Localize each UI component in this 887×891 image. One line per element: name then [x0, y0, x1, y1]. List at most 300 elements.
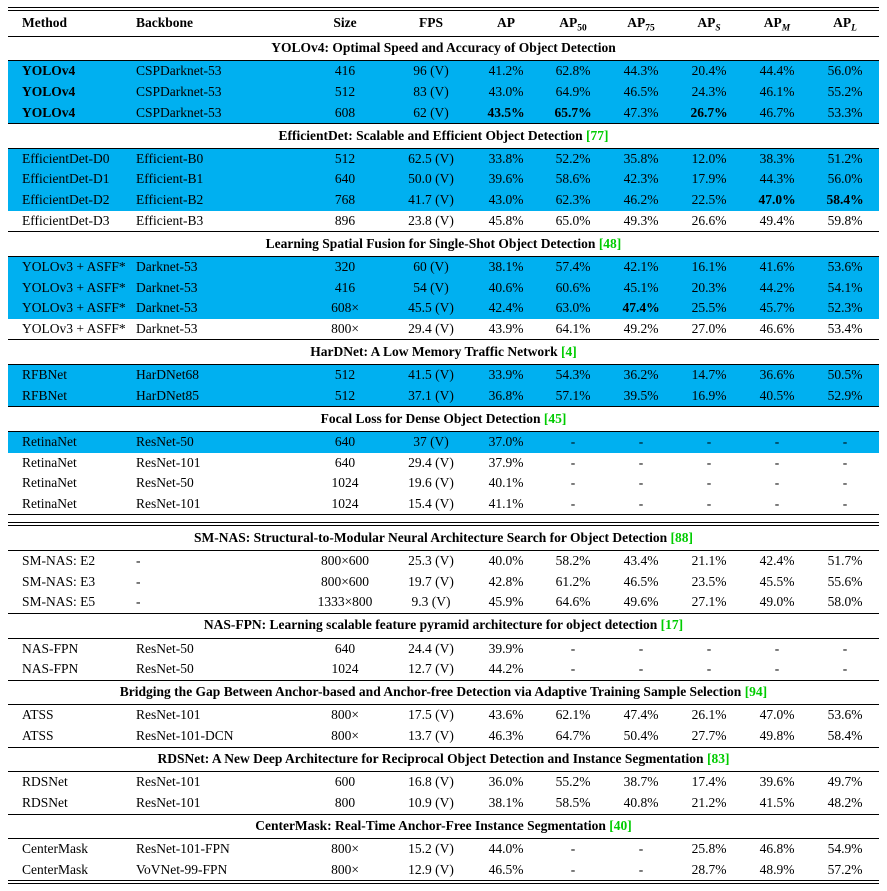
section-title: Learning Spatial Fusion for Single-Shot Object Detection [265, 235, 596, 251]
section-title-row [8, 124, 879, 149]
table-cell: 54.9% [827, 841, 863, 857]
table-cell: 10.9 (V) [408, 794, 454, 810]
table-cell: - [570, 640, 576, 656]
table-cell: 24.4 (V) [408, 640, 454, 656]
table-cell: 640 [334, 171, 356, 187]
table-cell: - [774, 433, 780, 449]
table-cell: - [638, 861, 644, 877]
table-cell: RetinaNet [22, 454, 77, 470]
table-cell: 45.9% [488, 594, 524, 610]
table-cell: 15.2 (V) [408, 841, 454, 857]
table-cell: HarDNet85 [136, 387, 199, 403]
table-cell: - [570, 841, 576, 857]
table-cell: - [570, 861, 576, 877]
table-cell: 64.9% [555, 83, 591, 99]
table-cell: 49.2% [623, 320, 659, 336]
table-cell: 20.4% [691, 63, 727, 79]
table-cell: CSPDarknet-53 [136, 104, 222, 120]
table-cell: Darknet-53 [136, 300, 198, 316]
table-row [8, 256, 879, 277]
table-cell: 29.4 (V) [408, 320, 454, 336]
table-cell: - [842, 475, 848, 491]
table-cell: 49.0% [759, 594, 795, 610]
table-cell: 42.1% [623, 258, 659, 274]
table-cell: 83 (V) [413, 83, 449, 99]
table-cell: - [706, 661, 712, 677]
column-header-ap50: $AP_{50}$ [539, 9, 607, 36]
table-cell: - [570, 495, 576, 511]
table-cell: 1024 [331, 475, 359, 491]
table-cell: Darknet-53 [136, 258, 198, 274]
table-cell: 57.4% [555, 258, 591, 274]
results-table [8, 7, 879, 884]
table-cell: 42.8% [488, 573, 524, 589]
table-row [8, 169, 879, 190]
table-cell: 12.0% [691, 150, 727, 166]
section-title-row [8, 747, 879, 772]
table-cell: 27.7% [691, 728, 727, 743]
table-row [8, 473, 879, 494]
table-cell: 512 [334, 83, 356, 99]
table-cell: 36.6% [759, 367, 795, 382]
table-cell: 48.9% [759, 861, 795, 877]
table-cell: 41.2% [488, 63, 524, 79]
citation-link[interactable]: [17] [660, 617, 684, 633]
table-row [8, 148, 879, 169]
table-cell: 21.2% [691, 794, 727, 810]
section-title: YOLOv4: Optimal Speed and Accuracy of Object Detection [271, 40, 616, 56]
table-cell: 64.6% [555, 594, 591, 610]
table-cell: 43.4% [623, 553, 659, 568]
table-cell: 640 [334, 640, 356, 656]
table-cell: - [570, 661, 576, 677]
table-cell: Efficient-B3 [136, 212, 204, 228]
table-cell: ATSS [22, 728, 54, 743]
section-title: HarDNet: A Low Memory Traffic Network [310, 343, 558, 359]
column-header-aps: $AP_S$ [675, 9, 743, 36]
citation-link[interactable]: [40] [609, 818, 632, 833]
table-cell: 41.5% [759, 794, 795, 810]
table-cell: 46.2% [623, 192, 659, 207]
column-header-fps: FPS [389, 9, 473, 36]
table-cell: 64.1% [555, 320, 591, 336]
table-cell: 1024 [331, 495, 359, 511]
table-cell: 45.5% [759, 573, 795, 589]
table-cell: 35.8% [623, 150, 659, 166]
table-cell: SM-NAS: E2 [22, 553, 96, 568]
table-cell: RDSNet [22, 794, 68, 810]
table-cell: - [842, 454, 848, 470]
column-header-ap75: $AP_{75}$ [607, 9, 675, 36]
table-cell: 40.1% [488, 475, 524, 491]
table-cell: 45.5 (V) [408, 300, 454, 316]
table-cell: 33.8% [488, 150, 524, 166]
column-header-apl: $AP_L$ [811, 9, 879, 36]
column-header-ap: AP [473, 9, 539, 36]
table-cell: RetinaNet [22, 495, 77, 511]
table-cell: 47.0% [758, 192, 796, 207]
table-cell: 65.0% [555, 212, 591, 228]
section-title-row [8, 814, 879, 839]
table-row [8, 278, 879, 299]
table-cell: - [706, 454, 712, 470]
table-cell: 42.4% [488, 300, 524, 316]
table-cell: 62.3% [555, 192, 591, 207]
table-cell: 46.5% [623, 573, 659, 589]
table-cell: 47.4% [623, 707, 659, 723]
column-header-size: Size [301, 9, 389, 36]
table-cell: 640 [334, 454, 356, 470]
table-cell: 41.6% [759, 258, 795, 274]
table-row [8, 431, 879, 452]
table-cell: 59.8% [827, 212, 863, 228]
table-cell: 54 (V) [413, 279, 449, 295]
table-cell: 600 [334, 774, 356, 790]
table-cell: 608× [331, 300, 359, 316]
table-cell: 53.6% [827, 707, 863, 723]
table-cell: - [570, 433, 576, 449]
table-cell: RFBNet [22, 367, 68, 382]
table-cell: YOLOv4 [22, 63, 76, 79]
table-cell: YOLOv3 + ASFF* [22, 279, 126, 295]
table-cell: 26.7% [690, 104, 728, 120]
table-cell: 26.6% [691, 212, 727, 228]
table-row [8, 298, 879, 319]
table-cell: 37.9% [488, 454, 524, 470]
table-cell: EfficientDet-D1 [22, 171, 110, 187]
table-cell: 40.5% [759, 387, 795, 403]
table-cell: 896 [334, 212, 356, 228]
section-title: Focal Loss for Dense Object Detection [320, 410, 541, 426]
table-row [8, 103, 879, 124]
table-row [8, 453, 879, 474]
table-cell: 43.5% [487, 104, 525, 120]
table-cell: NAS-FPN [22, 640, 79, 656]
table-cell: 26.1% [691, 707, 727, 723]
table-cell: 49.8% [759, 728, 795, 743]
table-cell: 43.0% [488, 83, 524, 99]
table-cell: - [570, 475, 576, 491]
table-cell: 45.8% [488, 212, 524, 228]
table-cell: 53.4% [827, 320, 863, 336]
table-row [8, 772, 879, 793]
table-cell: - [774, 475, 780, 491]
table-row [8, 839, 879, 860]
table-cell: 800× [331, 841, 359, 857]
header-row [8, 9, 879, 36]
table-row [8, 494, 879, 515]
table-cell: 47.4% [622, 300, 660, 316]
table-cell: 57.2% [827, 861, 863, 877]
citation-link[interactable]: [48] [598, 235, 622, 251]
table-cell: 56.0% [827, 63, 863, 79]
table-cell: - [638, 475, 644, 491]
table-cell: 60 (V) [413, 258, 449, 274]
table-cell: 46.5% [623, 83, 659, 99]
section-title: RDSNet: A New Deep Architecture for Reciprocal Object Detection and Instance Segmentation [157, 751, 704, 767]
table-cell: 23.5% [691, 573, 727, 589]
table-cell: 51.2% [827, 150, 863, 166]
table-cell: 22.5% [691, 192, 727, 207]
table-cell: 52.3% [827, 300, 863, 316]
table-row [8, 319, 879, 340]
table-cell: 44.2% [759, 279, 795, 295]
table-cell: 40.6% [488, 279, 524, 295]
table-cell: - [706, 495, 712, 511]
table-cell: 65.7% [554, 104, 592, 120]
table-cell: 58.5% [555, 794, 591, 810]
table-cell: 416 [334, 63, 356, 79]
table-cell: EfficientDet-D0 [22, 150, 110, 166]
citation-link[interactable]: [45] [543, 410, 567, 426]
section-title-row [8, 407, 879, 432]
citation-link[interactable]: [94] [744, 684, 768, 700]
table-cell: 39.6% [488, 171, 524, 187]
table-cell: 43.9% [488, 320, 524, 336]
table-cell: ResNet-50 [136, 475, 194, 491]
table-cell: 25.3 (V) [408, 553, 454, 568]
table-cell: 37.1 (V) [408, 387, 454, 403]
section-title: CenterMask: Real-Time Anchor-Free Instance Segmentation [255, 818, 606, 833]
table-cell: 49.7% [827, 774, 863, 790]
table-cell: 41.5 (V) [408, 367, 454, 382]
table-cell: 27.1% [691, 594, 727, 610]
table-row [8, 726, 879, 747]
table-cell: 16.9% [691, 387, 727, 403]
table-cell: 39.9% [488, 640, 524, 656]
table-cell: 36.2% [623, 367, 659, 382]
table-cell: - [774, 454, 780, 470]
table-cell: 800× [331, 861, 359, 877]
table-cell: 39.6% [759, 774, 795, 790]
table-cell: 50.0 (V) [408, 171, 454, 187]
table-cell: 51.7% [827, 553, 863, 568]
section-title-row [8, 613, 879, 638]
citation-link[interactable]: [77] [585, 127, 609, 143]
table-cell: 42.4% [759, 553, 795, 568]
table-cell: 61.2% [555, 573, 591, 589]
table-cell: 33.9% [488, 367, 524, 382]
table-cell: SM-NAS: E3 [22, 573, 96, 589]
table-cell: 49.6% [623, 594, 659, 610]
table-cell: CSPDarknet-53 [136, 63, 222, 79]
table-cell: 19.7 (V) [408, 573, 454, 589]
table-cell: 44.2% [488, 661, 524, 677]
table-cell: 44.3% [759, 171, 795, 187]
table-cell: 40.0% [488, 553, 524, 568]
table-row [8, 638, 879, 659]
table-cell: 16.1% [691, 258, 727, 274]
table-cell: 800× [331, 320, 359, 336]
table-cell: 56.0% [827, 171, 863, 187]
table-cell: 9.3 (V) [411, 594, 451, 610]
table-row [8, 190, 879, 211]
table-cell: 62.5 (V) [408, 150, 454, 166]
table-cell: 58.6% [555, 171, 591, 187]
table-cell: 54.1% [827, 279, 863, 295]
table-cell: 608 [334, 104, 356, 120]
table-cell: - [136, 594, 141, 610]
table-cell: 53.6% [827, 258, 863, 274]
table-row [8, 551, 879, 572]
table-cell: 43.0% [488, 192, 524, 207]
table-cell: ATSS [22, 707, 54, 723]
table-cell: - [706, 475, 712, 491]
table-cell: 43.6% [488, 707, 524, 723]
section-title: SM-NAS: Structural-to-Modular Neural Architecture Search for Object Detection [194, 529, 668, 545]
table-cell: - [774, 661, 780, 677]
table-row [8, 82, 879, 103]
table-cell: - [842, 433, 848, 449]
table-cell: 12.9 (V) [408, 861, 454, 877]
table-cell: 58.4% [826, 192, 864, 207]
table-cell: 768 [334, 192, 356, 207]
table-cell: NAS-FPN [22, 661, 79, 677]
table-row [8, 705, 879, 726]
table-cell: 46.8% [759, 841, 795, 857]
table-cell: - [774, 640, 780, 656]
table-cell: 28.7% [691, 861, 727, 877]
table-cell: 512 [334, 367, 356, 382]
section-title-row [8, 680, 879, 705]
table-cell: 29.4 (V) [408, 454, 454, 470]
table-cell: - [638, 661, 644, 677]
table-cell: 64.7% [555, 728, 591, 743]
table-cell: CenterMask [22, 841, 88, 857]
column-header-backbone: Backbone [133, 9, 301, 36]
table-cell: 46.5% [488, 861, 524, 877]
table-cell: 55.2% [827, 83, 863, 99]
table-cell: 800× [331, 728, 359, 743]
table-cell: 13.7 (V) [408, 728, 454, 743]
table-cell: 53.3% [827, 104, 863, 120]
table-cell: CSPDarknet-53 [136, 83, 222, 99]
table-cell: 50.4% [623, 728, 659, 743]
table-cell: 54.3% [555, 367, 591, 382]
table-cell: 640 [334, 433, 356, 449]
table-cell: Efficient-B1 [136, 171, 204, 187]
section-title: EfficientDet: Scalable and Efficient Object Detection [278, 127, 583, 143]
table-cell: 16.8 (V) [408, 774, 454, 790]
table-cell: 21.1% [691, 553, 727, 568]
table-row [8, 793, 879, 814]
table-cell: - [706, 433, 712, 449]
table-cell: 37 (V) [413, 433, 449, 449]
table-cell: 46.1% [759, 83, 795, 99]
table-cell: 17.4% [691, 774, 727, 790]
table-cell: 320 [334, 258, 356, 274]
table-cell: ResNet-50 [136, 661, 194, 677]
table-cell: HarDNet68 [136, 367, 199, 382]
table-cell: 512 [334, 387, 356, 403]
table-cell: 36.0% [488, 774, 524, 790]
table-cell: 1333×800 [317, 594, 373, 610]
table-cell: 55.2% [555, 774, 591, 790]
table-cell: - [136, 553, 141, 568]
table-cell: 44.3% [623, 63, 659, 79]
table-cell: - [136, 573, 141, 589]
table-cell: YOLOv3 + ASFF* [22, 258, 126, 274]
table-cell: - [638, 454, 644, 470]
table-cell: 14.7% [691, 367, 727, 382]
results-table-body [8, 36, 879, 882]
table-cell: 45.1% [623, 279, 659, 295]
table-cell: 47.3% [623, 104, 659, 120]
table-cell: 800×600 [320, 573, 370, 589]
table-cell: 46.6% [759, 320, 795, 336]
table-cell: 37.0% [488, 433, 524, 449]
table-cell: ResNet-101 [136, 774, 201, 790]
table-cell: 49.4% [759, 212, 795, 228]
table-cell: YOLOv4 [22, 104, 76, 120]
table-cell: ResNet-101 [136, 707, 201, 723]
table-cell: ResNet-101 [136, 454, 201, 470]
table-cell: 62.8% [555, 63, 591, 79]
table-cell: 38.3% [759, 150, 795, 166]
table-cell: YOLOv3 + ASFF* [22, 320, 126, 336]
table-cell: 36.8% [488, 387, 524, 403]
citation-link[interactable]: [83] [706, 751, 730, 767]
table-cell: - [638, 640, 644, 656]
table-cell: Darknet-53 [136, 320, 198, 336]
table-cell: 39.5% [623, 387, 659, 403]
table-cell: - [638, 841, 644, 857]
table-cell: 58.2% [555, 553, 591, 568]
table-cell: Darknet-53 [136, 279, 198, 295]
table-cell: VoVNet-99-FPN [136, 861, 228, 877]
table-cell: 25.5% [691, 300, 727, 316]
table-cell: 48.2% [827, 794, 863, 810]
table-row [8, 386, 879, 407]
table-cell: ResNet-101 [136, 495, 201, 511]
table-row [8, 572, 879, 593]
table-cell: ResNet-50 [136, 640, 194, 656]
section-title-row [8, 340, 879, 365]
table-cell: 47.0% [759, 707, 795, 723]
table-cell: 17.9% [691, 171, 727, 187]
citation-link[interactable]: [4] [560, 343, 577, 359]
table-cell: 15.4 (V) [408, 495, 454, 511]
section-title: NAS-FPN: Learning scalable feature pyramid architecture for object detection [203, 617, 658, 633]
table-cell: 55.6% [827, 573, 863, 589]
table-cell: YOLOv4 [22, 83, 76, 99]
citation-link[interactable]: [88] [670, 529, 693, 545]
table-row [8, 592, 879, 613]
table-row [8, 211, 879, 232]
table-cell: Efficient-B2 [136, 192, 204, 207]
table-cell: 800× [331, 707, 359, 723]
table-cell: 1024 [331, 661, 359, 677]
major-section-separator [8, 515, 879, 525]
table-cell: 44.0% [488, 841, 524, 857]
table-cell: - [706, 640, 712, 656]
table-cell: RFBNet [22, 387, 68, 403]
table-cell: - [842, 495, 848, 511]
table-cell: Efficient-B0 [136, 150, 204, 166]
table-cell: - [842, 640, 848, 656]
table-cell: 45.7% [759, 300, 795, 316]
column-header-apm: $AP_M$ [743, 9, 811, 36]
table-cell: 24.3% [691, 83, 727, 99]
table-cell: - [638, 433, 644, 449]
section-title-row [8, 36, 879, 61]
table-cell: 800×600 [320, 553, 370, 568]
table-cell: 60.6% [555, 279, 591, 295]
table-cell: 58.4% [827, 728, 863, 743]
section-title-row [8, 524, 879, 550]
table-cell: 52.2% [555, 150, 591, 166]
table-cell: 38.1% [488, 258, 524, 274]
